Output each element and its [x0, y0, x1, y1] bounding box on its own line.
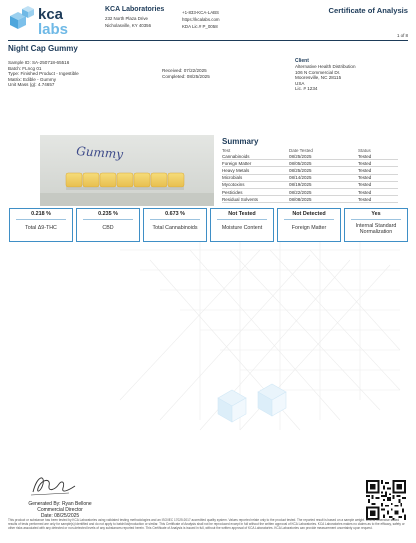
test-name: Heavy Metals — [222, 167, 289, 174]
lab-license: KDA Lic.# P_0058 — [182, 24, 218, 29]
test-status: Tested — [358, 160, 398, 167]
summary-title: Summary — [222, 137, 259, 146]
table-row — [222, 167, 398, 174]
result-box-total-thc — [9, 208, 73, 242]
client-info — [295, 64, 356, 92]
column-header-status: Status — [358, 147, 371, 153]
test-status: Tested — [358, 181, 398, 188]
test-date: 08/25/2025 — [289, 153, 358, 160]
lab-website[interactable]: https://kcalabs.com — [182, 17, 220, 22]
lab-phone: +1-833-KCA-LABS — [182, 10, 219, 15]
result-box-total-cannabinoids — [143, 208, 207, 242]
sample-id: Sample ID: SA-250718-65516 — [8, 60, 70, 65]
photo-handwriting: Gummy — [75, 144, 124, 162]
result-value: 0.235 % — [98, 211, 118, 217]
sample-photo — [40, 135, 214, 206]
test-name: Pesticides — [222, 188, 289, 195]
result-label: Internal Standard Normalization — [355, 223, 397, 235]
summary-table — [222, 147, 398, 203]
test-date: 08/08/2025 — [289, 196, 358, 203]
gummy-pieces — [66, 173, 184, 187]
product-name: Night Cap Gummy — [8, 44, 78, 53]
kca-labs-logo — [8, 4, 100, 36]
sample-type: Type: Finished Product - Ingestible — [8, 71, 79, 77]
result-label: Total Δ9-THC — [25, 225, 57, 231]
header-divider — [8, 40, 408, 41]
result-value: 0.218 % — [31, 211, 51, 217]
received-date: Received: 07/22/2025 — [162, 68, 207, 73]
table-row — [222, 196, 398, 203]
document-title: Certificate of Analysis — [328, 6, 408, 15]
test-date: 08/14/2025 — [289, 174, 358, 181]
client-country: USA — [295, 80, 305, 86]
result-box-moisture — [210, 208, 274, 242]
test-date: 08/05/2025 — [289, 160, 358, 167]
result-label: Total Cannabinoids — [152, 225, 198, 231]
signature-image — [25, 470, 80, 500]
lab-name: KCA Laboratories — [105, 6, 165, 13]
sample-matrix: Matrix: Edible - Gummy — [8, 76, 56, 82]
signature-date: Date: 08/25/2025 — [40, 513, 80, 519]
sample-dates — [162, 68, 210, 79]
result-box-normalization — [344, 208, 408, 242]
test-date: 08/19/2025 — [289, 181, 358, 188]
sample-unit-mass: Unit Mass (g): 4.74657 — [8, 82, 55, 88]
client-heading: Client — [295, 58, 309, 64]
result-value: Not Tested — [228, 211, 256, 217]
page-number: 1 of 8 — [397, 33, 408, 38]
qr-code-icon[interactable] — [366, 480, 406, 520]
sample-info — [8, 60, 79, 88]
table-row — [222, 153, 398, 160]
table-row — [222, 181, 398, 188]
test-status: Tested — [358, 167, 398, 174]
column-header-date: Date Tested — [289, 147, 313, 153]
client-license: Lic. # 1234 — [295, 86, 318, 92]
result-label: Moisture Content — [221, 225, 263, 231]
legal-disclaimer: This product or substance has been tested by KCA Laboratories using validated testing methodologies and an ISO/IEC 17025:2017 accredited quality system. Values reported relate only to the product tested. The reported result is based on a sample weight. Unless otherwise stated results of tests performed are only for sample(s) identified and do not apply to batch/lot/production or similar. This Certificate of Analysis shall not be reproduced except in full without the written approval of KCA Laboratories. KCA Laboratories makes no claims as to the efficacy, safety or other risks associated with any detected or non-detected levels of any substances reported herein. This Certificate of Analysis is issued in full, without the written approval of KCA Laboratories. KCA Laboratories can provide measurement uncertainty upon request. — [8, 518, 405, 530]
result-box-cbd — [76, 208, 140, 242]
client-city: Mooresville, NC 28115 — [295, 75, 342, 81]
generated-by: Generated By: Ryan Bellone — [28, 501, 92, 507]
lab-address-line1: 232 North Plaza Drive — [105, 16, 148, 21]
client-street: 106 N Commercial Dr. — [295, 69, 341, 75]
test-status: Tested — [358, 188, 398, 195]
svg-text:kca: kca — [38, 6, 64, 23]
lab-address-line2: Nicholasville, KY 40356 — [105, 23, 152, 28]
result-box-foreign-matter — [277, 208, 341, 242]
test-name: Microbials — [222, 174, 289, 181]
result-label: CBD — [102, 225, 114, 231]
test-name: Mycotoxins — [222, 181, 289, 188]
column-header-test: Test — [222, 147, 231, 153]
test-status: Tested — [358, 153, 398, 160]
svg-text:labs: labs — [38, 21, 69, 36]
sample-batch: Batch: FLncg 01 — [8, 65, 42, 71]
result-value: Yes — [371, 211, 381, 217]
result-label: Foreign Matter — [291, 225, 327, 231]
test-status: Tested — [358, 196, 398, 203]
test-name: Cannabinoids — [222, 153, 289, 160]
logo-cube-icon — [10, 6, 34, 29]
test-date: 08/25/2025 — [289, 167, 358, 174]
table-row — [222, 188, 398, 195]
test-name: Foreign Matter — [222, 160, 289, 167]
test-date: 08/22/2025 — [289, 188, 358, 195]
result-value: Not Detected — [292, 211, 326, 217]
completed-date: Completed: 08/25/2025 — [162, 73, 210, 79]
test-status: Tested — [358, 174, 398, 181]
client-name: Alternative Health Distribution — [295, 64, 356, 69]
test-name: Residual Solvents — [222, 196, 289, 203]
result-value: 0.673 % — [165, 211, 185, 217]
signer-title: Commercial Director — [37, 507, 83, 513]
table-row — [222, 160, 398, 167]
table-row — [222, 174, 398, 181]
